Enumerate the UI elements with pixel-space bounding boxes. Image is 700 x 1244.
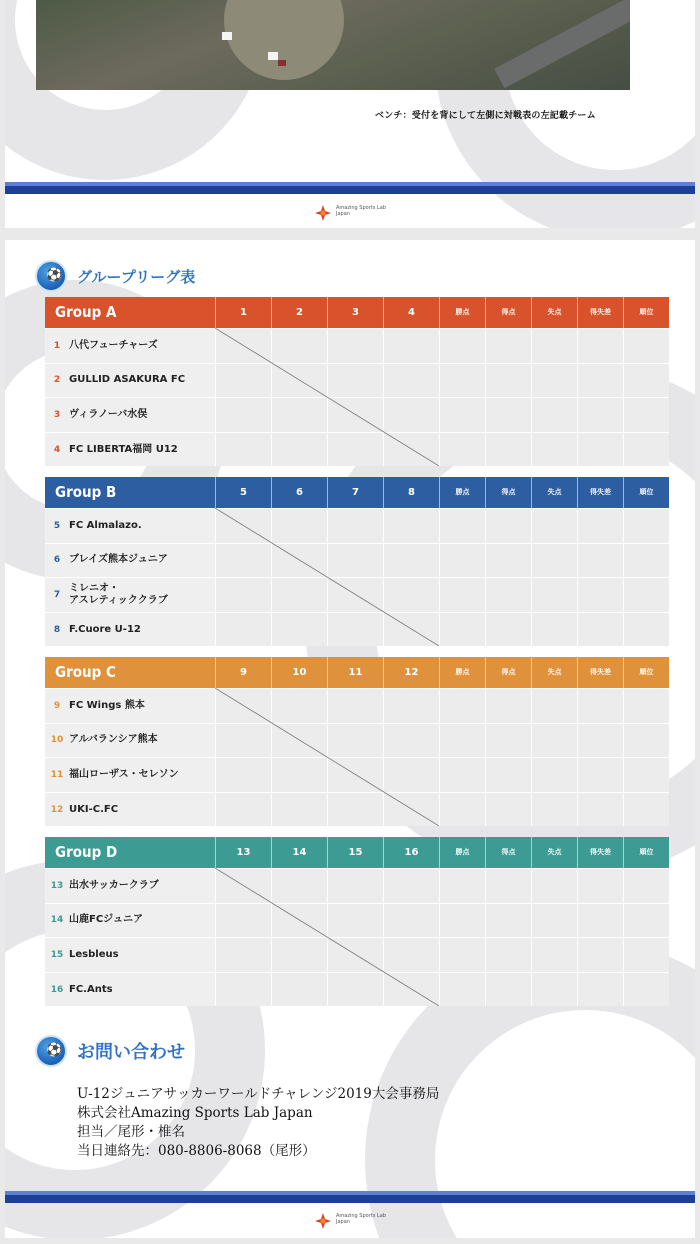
footer-bar (5, 186, 695, 194)
stat-cell (439, 364, 485, 398)
team-cell (45, 544, 215, 578)
team-cell (45, 364, 215, 398)
contact-info (77, 1085, 439, 1161)
team-row (45, 612, 669, 647)
team-name: 山鹿FCジュニア (69, 914, 143, 926)
stat-cell (485, 613, 531, 647)
opponent-number-header: 10 (271, 657, 327, 688)
stat-cell (485, 398, 531, 432)
match-result-cell (383, 433, 439, 467)
opponent-number-header: 4 (383, 297, 439, 328)
stat-cell (439, 544, 485, 578)
match-result-cell (383, 329, 439, 363)
aerial-building (222, 32, 232, 40)
stat-header: 失点 (531, 657, 577, 688)
group-name: Group C (55, 663, 116, 681)
match-result-cell (215, 329, 271, 363)
soccer-player-icon: ⚽ (35, 260, 67, 292)
match-result-cell (215, 613, 271, 647)
team-number: 7 (53, 589, 61, 600)
aerial-building (278, 60, 286, 66)
stat-cell (485, 433, 531, 467)
match-result-cell (215, 433, 271, 467)
stat-cell (577, 869, 623, 903)
stat-cell (623, 544, 669, 578)
team-name: 出水サッカークラブ (69, 879, 159, 891)
match-result-cell (383, 973, 439, 1007)
team-name: FC.Ants (69, 983, 113, 995)
stat-cell (623, 398, 669, 432)
stat-cell (531, 544, 577, 578)
match-result-cell (271, 793, 327, 827)
team-cell (45, 509, 215, 543)
match-result-cell (327, 904, 383, 938)
soccer-player-icon: ⚽ (35, 1035, 67, 1067)
opponent-number-header: 8 (383, 477, 439, 508)
group-name: Group A (55, 303, 117, 321)
match-result-cell (327, 329, 383, 363)
opponent-number-header: 7 (327, 477, 383, 508)
stat-cell (485, 869, 531, 903)
contact-line: U-12ジュニアサッカーワールドチャレンジ2019大会事務局 (77, 1086, 440, 1102)
stat-header: 得点 (485, 297, 531, 328)
team-number: 16 (50, 984, 64, 995)
team-row (45, 432, 669, 467)
team-row (45, 972, 669, 1007)
team-name: ヴィラノーバ水俣 (69, 408, 148, 420)
match-result-cell (383, 613, 439, 647)
match-result-cell (271, 509, 327, 543)
stat-cell (531, 758, 577, 792)
stat-cell (623, 869, 669, 903)
stat-cell (531, 869, 577, 903)
team-name: アルバランシア熊本 (69, 734, 158, 746)
stat-cell (531, 973, 577, 1007)
match-result-cell (383, 904, 439, 938)
stat-cell (623, 793, 669, 827)
match-result-cell (271, 689, 327, 723)
team-cell (45, 329, 215, 363)
team-row (45, 792, 669, 827)
stat-cell (531, 689, 577, 723)
stat-cell (485, 793, 531, 827)
team-name: ブレイズ熊本ジュニア (69, 554, 168, 566)
team-cell (45, 973, 215, 1007)
stat-cell (531, 578, 577, 612)
stat-cell (485, 329, 531, 363)
stat-cell (439, 869, 485, 903)
match-result-cell (383, 724, 439, 758)
stat-header: 得点 (485, 477, 531, 508)
group-table (45, 297, 669, 466)
stat-cell (531, 724, 577, 758)
team-row (45, 757, 669, 792)
opponent-number-header: 12 (383, 657, 439, 688)
stat-cell (531, 613, 577, 647)
stat-cell (577, 724, 623, 758)
team-name: Lesbleus (69, 948, 119, 960)
match-result-cell (383, 398, 439, 432)
team-number: 1 (53, 340, 61, 351)
team-row (45, 397, 669, 432)
stat-cell (439, 758, 485, 792)
stat-header: 勝点 (439, 837, 485, 868)
stat-cell (439, 689, 485, 723)
team-row (45, 937, 669, 972)
stat-cell (485, 758, 531, 792)
match-result-cell (383, 869, 439, 903)
team-row (45, 508, 669, 543)
aerial-field (224, 0, 344, 80)
stat-cell (439, 793, 485, 827)
match-result-cell (327, 758, 383, 792)
team-name: 福山ローザス・セレソン (69, 768, 179, 780)
group-name: Group B (55, 483, 117, 501)
team-number: 5 (53, 520, 61, 531)
match-result-cell (271, 973, 327, 1007)
contact-line: 担当／尾形・椎名 (77, 1124, 185, 1140)
group-table (45, 657, 669, 826)
stat-cell (623, 329, 669, 363)
team-cell (45, 938, 215, 972)
match-result-cell (327, 433, 383, 467)
stat-header: 順位 (623, 477, 669, 508)
team-cell (45, 433, 215, 467)
match-result-cell (383, 689, 439, 723)
team-row (45, 543, 669, 578)
match-result-cell (271, 433, 327, 467)
stat-header: 得失差 (577, 837, 623, 868)
league-section-header (35, 260, 195, 292)
stat-cell (623, 613, 669, 647)
stat-cell (577, 793, 623, 827)
team-name: FC Wings 熊本 (69, 699, 145, 711)
group-header-row (45, 477, 669, 508)
stat-cell (623, 689, 669, 723)
match-result-cell (383, 758, 439, 792)
stat-header: 順位 (623, 657, 669, 688)
team-number: 4 (53, 444, 61, 455)
team-cell (45, 793, 215, 827)
stat-header: 勝点 (439, 657, 485, 688)
match-result-cell (215, 724, 271, 758)
stat-cell (623, 904, 669, 938)
team-name: FC Almalazo. (69, 519, 142, 531)
stat-cell (623, 938, 669, 972)
team-row (45, 577, 669, 612)
team-number: 14 (50, 915, 64, 926)
match-result-cell (271, 724, 327, 758)
stat-cell (623, 364, 669, 398)
stat-header: 失点 (531, 837, 577, 868)
contact-title: お問い合わせ (77, 1042, 185, 1063)
match-result-cell (383, 578, 439, 612)
match-result-cell (271, 398, 327, 432)
match-result-cell (327, 724, 383, 758)
opponent-number-header: 13 (215, 837, 271, 868)
stat-header: 得失差 (577, 297, 623, 328)
stat-cell (577, 364, 623, 398)
stat-cell (531, 509, 577, 543)
aerial-building (268, 52, 278, 60)
stat-cell (439, 724, 485, 758)
stat-cell (623, 578, 669, 612)
team-cell (45, 724, 215, 758)
stat-cell (531, 329, 577, 363)
team-row (45, 903, 669, 938)
stat-cell (577, 938, 623, 972)
team-number: 11 (50, 769, 64, 780)
match-result-cell (327, 398, 383, 432)
stat-cell (531, 364, 577, 398)
match-result-cell (215, 938, 271, 972)
match-result-cell (383, 793, 439, 827)
footer-bar (5, 1195, 695, 1203)
stat-cell (623, 433, 669, 467)
footer-logo-text: Amazing Sports Lab Japan (336, 205, 386, 217)
match-result-cell (327, 544, 383, 578)
stat-cell (577, 509, 623, 543)
team-number: 12 (50, 804, 64, 815)
stat-header: 勝点 (439, 477, 485, 508)
stat-cell (439, 329, 485, 363)
stat-cell (531, 904, 577, 938)
match-result-cell (215, 578, 271, 612)
match-result-cell (271, 869, 327, 903)
match-result-cell (215, 904, 271, 938)
team-row (45, 363, 669, 398)
group-table (45, 477, 669, 646)
venue-aerial-photo (36, 0, 630, 90)
stat-cell (439, 973, 485, 1007)
team-number: 2 (53, 375, 61, 386)
match-result-cell (271, 613, 327, 647)
match-result-cell (327, 689, 383, 723)
stat-header: 順位 (623, 837, 669, 868)
stat-cell (439, 578, 485, 612)
team-name: 八代フューチャーズ (69, 339, 158, 351)
contact-line: 当日連絡先：080-8806-8068（尾形） (77, 1143, 316, 1159)
stat-cell (531, 938, 577, 972)
document-page-1 (5, 0, 695, 228)
group-header-row (45, 837, 669, 868)
team-row (45, 328, 669, 363)
stat-cell (531, 398, 577, 432)
stat-cell (577, 329, 623, 363)
match-result-cell (383, 364, 439, 398)
group-table (45, 837, 669, 1006)
match-result-cell (327, 869, 383, 903)
group-header-row (45, 297, 669, 328)
contact-line: 株式会社Amazing Sports Lab Japan (77, 1105, 313, 1121)
match-result-cell (383, 544, 439, 578)
match-result-cell (215, 793, 271, 827)
stat-cell (485, 578, 531, 612)
match-result-cell (383, 938, 439, 972)
match-result-cell (327, 578, 383, 612)
team-number: 8 (53, 624, 61, 635)
stat-cell (485, 904, 531, 938)
stat-cell (577, 578, 623, 612)
opponent-number-header: 6 (271, 477, 327, 508)
stat-cell (485, 724, 531, 758)
stat-cell (485, 938, 531, 972)
team-cell (45, 398, 215, 432)
stat-header: 勝点 (439, 297, 485, 328)
stat-header: 得点 (485, 657, 531, 688)
opponent-number-header: 1 (215, 297, 271, 328)
stat-cell (485, 689, 531, 723)
stat-cell (439, 509, 485, 543)
team-row (45, 868, 669, 903)
contact-section-header (35, 1035, 185, 1067)
team-cell (45, 869, 215, 903)
stat-cell (577, 973, 623, 1007)
match-result-cell (327, 973, 383, 1007)
stat-header: 失点 (531, 477, 577, 508)
stat-cell (531, 793, 577, 827)
stat-cell (439, 904, 485, 938)
match-result-cell (215, 758, 271, 792)
stat-cell (577, 544, 623, 578)
asl-logo-icon (314, 204, 332, 222)
stat-cell (577, 398, 623, 432)
stat-header: 失点 (531, 297, 577, 328)
team-name: UKI-C.FC (69, 803, 119, 815)
team-name: GULLID ASAKURA FC (69, 374, 186, 386)
stat-cell (577, 904, 623, 938)
stat-cell (485, 509, 531, 543)
opponent-number-header: 11 (327, 657, 383, 688)
team-number: 9 (53, 700, 61, 711)
opponent-number-header: 16 (383, 837, 439, 868)
stat-cell (439, 613, 485, 647)
match-result-cell (215, 973, 271, 1007)
team-name: F.Cuore U-12 (69, 623, 141, 635)
team-number: 3 (53, 409, 61, 420)
team-cell (45, 758, 215, 792)
match-result-cell (271, 364, 327, 398)
match-result-cell (271, 758, 327, 792)
stat-cell (439, 398, 485, 432)
footer-logo-text: Amazing Sports Lab Japan (336, 1213, 386, 1225)
match-result-cell (215, 544, 271, 578)
match-result-cell (327, 793, 383, 827)
stat-cell (439, 938, 485, 972)
match-result-cell (215, 689, 271, 723)
match-result-cell (215, 398, 271, 432)
team-name: ミレニオ・ アスレティッククラブ (69, 582, 168, 606)
match-result-cell (327, 509, 383, 543)
team-cell (45, 904, 215, 938)
match-result-cell (215, 364, 271, 398)
team-number: 15 (50, 949, 64, 960)
opponent-number-header: 5 (215, 477, 271, 508)
team-name: FC LIBERTA福岡 U12 (69, 443, 178, 455)
stat-cell (531, 433, 577, 467)
match-result-cell (327, 938, 383, 972)
opponent-number-header: 3 (327, 297, 383, 328)
team-cell (45, 613, 215, 647)
stat-cell (623, 973, 669, 1007)
team-number: 13 (50, 880, 64, 891)
stat-cell (577, 758, 623, 792)
opponent-number-header: 2 (271, 297, 327, 328)
match-result-cell (383, 509, 439, 543)
match-result-cell (271, 329, 327, 363)
bench-note: ベンチ：受付を背にして左側に対戦表の左記載チーム (375, 111, 596, 121)
stat-header: 得失差 (577, 477, 623, 508)
match-result-cell (215, 869, 271, 903)
footer-logo (314, 202, 394, 224)
group-header-row (45, 657, 669, 688)
team-number: 6 (53, 555, 61, 566)
stat-cell (623, 509, 669, 543)
asl-logo-icon (314, 1212, 332, 1230)
stat-header: 得失差 (577, 657, 623, 688)
opponent-number-header: 15 (327, 837, 383, 868)
stat-cell (577, 613, 623, 647)
team-cell (45, 689, 215, 723)
stat-cell (577, 689, 623, 723)
opponent-number-header: 9 (215, 657, 271, 688)
stat-header: 順位 (623, 297, 669, 328)
aerial-road (494, 0, 630, 88)
stat-cell (577, 433, 623, 467)
opponent-number-header: 14 (271, 837, 327, 868)
match-result-cell (271, 578, 327, 612)
team-number: 10 (50, 735, 64, 746)
match-result-cell (271, 544, 327, 578)
footer-logo (314, 1210, 394, 1232)
league-title: グループリーグ表 (77, 267, 196, 286)
stat-cell (623, 758, 669, 792)
team-row (45, 723, 669, 758)
stat-cell (439, 433, 485, 467)
match-result-cell (271, 938, 327, 972)
stat-header: 得点 (485, 837, 531, 868)
team-row (45, 688, 669, 723)
group-name: Group D (55, 843, 118, 861)
stat-cell (485, 973, 531, 1007)
stat-cell (623, 724, 669, 758)
stat-cell (485, 364, 531, 398)
team-cell (45, 578, 215, 612)
match-result-cell (215, 509, 271, 543)
match-result-cell (271, 904, 327, 938)
match-result-cell (327, 364, 383, 398)
document-page-2 (5, 240, 695, 1238)
stat-cell (485, 544, 531, 578)
match-result-cell (327, 613, 383, 647)
